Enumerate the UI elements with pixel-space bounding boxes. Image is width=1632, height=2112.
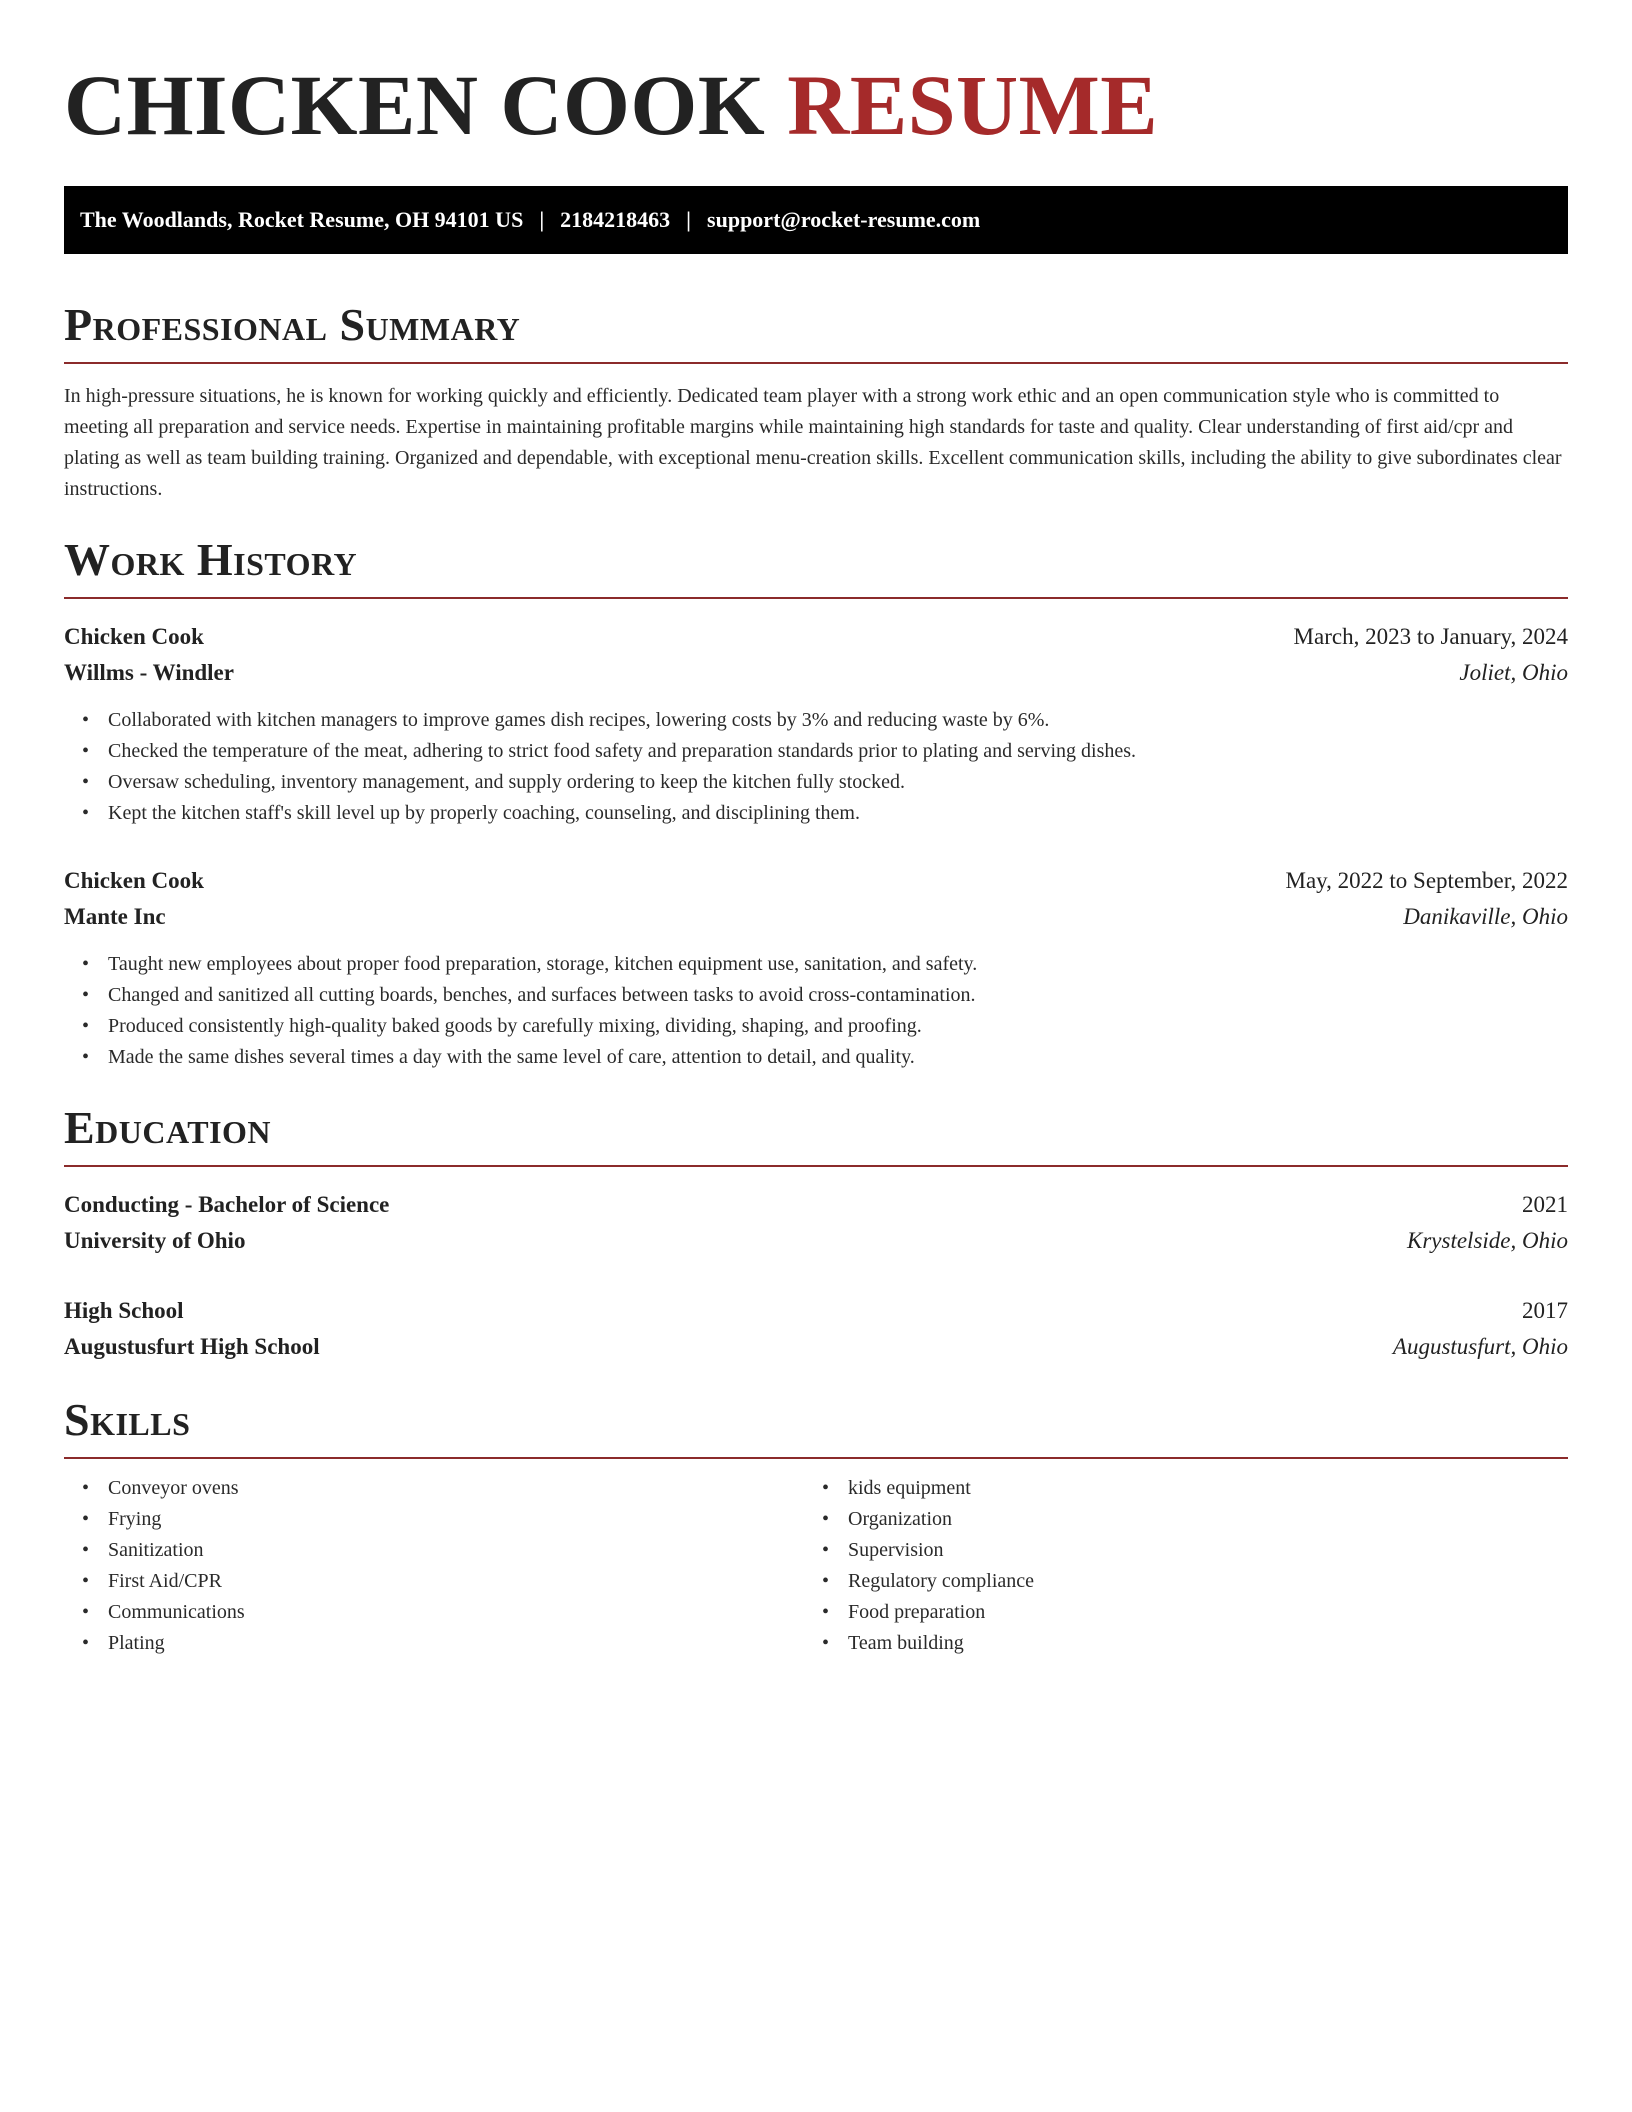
- job-location: Danikaville, Ohio: [1403, 904, 1568, 929]
- bullet-text: Checked the temperature of the meat, adhering to strict food safety and preparation standards prior to plating and serving dishes.: [108, 740, 1137, 762]
- skill-text: Supervision: [848, 1539, 944, 1561]
- bullet-dot: •: [82, 802, 90, 824]
- education-header-row: [64, 1187, 1568, 1223]
- education-year: 2021: [1522, 1192, 1568, 1217]
- list-item: [64, 1042, 1568, 1073]
- skill-text: Plating: [108, 1632, 165, 1654]
- skill-item: [64, 1504, 804, 1535]
- list-item: [64, 767, 1568, 798]
- skill-text: Conveyor ovens: [108, 1477, 239, 1499]
- education-entry: [64, 1293, 1568, 1365]
- education-school-row: [64, 1329, 1568, 1365]
- section-divider: [64, 1457, 1568, 1459]
- bullet-text: Produced consistently high-quality baked goods by carefully mixing, dividing, shaping, and proofing.: [108, 1015, 922, 1037]
- education-section: [64, 1102, 1568, 1365]
- skills-section: [64, 1394, 1568, 1659]
- skill-text: Regulatory compliance: [848, 1570, 1035, 1592]
- list-item: [64, 1011, 1568, 1042]
- skill-text: First Aid/CPR: [108, 1570, 222, 1592]
- job-entry: [64, 863, 1568, 1073]
- bullet-dot: •: [822, 1539, 830, 1561]
- contact-separator: |: [539, 207, 545, 232]
- list-item: [64, 980, 1568, 1011]
- skill-item: [804, 1597, 1544, 1628]
- job-bullets: [64, 705, 1568, 829]
- bullet-dot: •: [82, 1508, 90, 1530]
- skills-columns: [64, 1473, 1568, 1659]
- education-header-row: [64, 1293, 1568, 1329]
- skill-item: [804, 1473, 1544, 1504]
- job-header-row: [64, 863, 1568, 899]
- section-heading: Work History: [64, 534, 358, 585]
- bullet-dot: •: [822, 1632, 830, 1654]
- education-school: University of Ohio: [64, 1228, 246, 1253]
- section-divider: [64, 1165, 1568, 1167]
- bullet-text: Made the same dishes several times a day with the same level of care, attention to detail, and quality.: [108, 1046, 915, 1068]
- contact-address: The Woodlands, Rocket Resume, OH 94101 US: [80, 207, 524, 232]
- skills-list-right: [804, 1473, 1544, 1659]
- education-entry: [64, 1187, 1568, 1259]
- job-title: Chicken Cook: [64, 624, 204, 649]
- title-accent: RESUME: [787, 57, 1159, 153]
- bullet-dot: •: [82, 1632, 90, 1654]
- job-entry: [64, 619, 1568, 829]
- bullet-dot: •: [822, 1508, 830, 1530]
- bullet-dot: •: [82, 709, 90, 731]
- education-degree: High School: [64, 1298, 184, 1323]
- list-item: [64, 798, 1568, 829]
- bullet-dot: •: [82, 1601, 90, 1623]
- bullet-dot: •: [82, 740, 90, 762]
- section-heading: Skills: [64, 1394, 191, 1445]
- skill-item: [64, 1473, 804, 1504]
- skill-item: [64, 1535, 804, 1566]
- skill-text: Team building: [848, 1632, 964, 1654]
- title-main: CHICKEN COOK: [64, 57, 766, 153]
- skill-item: [804, 1566, 1544, 1597]
- education-location: Krystelside, Ohio: [1407, 1228, 1568, 1253]
- job-company: Mante Inc: [64, 904, 166, 929]
- skill-item: [64, 1566, 804, 1597]
- list-item: [64, 949, 1568, 980]
- skills-list-left: [64, 1473, 804, 1659]
- job-location: Joliet, Ohio: [1459, 660, 1568, 685]
- job-dates: May, 2022 to September, 2022: [1285, 868, 1568, 893]
- bullet-dot: •: [82, 984, 90, 1006]
- section-heading: Education: [64, 1102, 272, 1153]
- skill-text: Organization: [848, 1508, 953, 1530]
- education-degree: Conducting - Bachelor of Science: [64, 1192, 390, 1217]
- bullet-text: Oversaw scheduling, inventory management, and supply ordering to keep the kitchen fully stocked.: [108, 771, 906, 793]
- skill-text: Sanitization: [108, 1539, 204, 1561]
- skill-item: [64, 1597, 804, 1628]
- skill-item: [64, 1628, 804, 1659]
- bullet-text: Taught new employees about proper food preparation, storage, kitchen equipment use, sanitation, and safety.: [108, 953, 978, 975]
- skill-item: [804, 1535, 1544, 1566]
- list-item: [64, 736, 1568, 767]
- bullet-dot: •: [82, 1015, 90, 1037]
- education-school-row: [64, 1223, 1568, 1259]
- list-item: [64, 705, 1568, 736]
- resume-page: [64, 56, 1568, 1659]
- bullet-text: Changed and sanitized all cutting boards, benches, and surfaces between tasks to avoid cross-contamination.: [108, 984, 976, 1006]
- education-location: Augustusfurt, Ohio: [1392, 1334, 1568, 1359]
- education-year: 2017: [1522, 1298, 1568, 1323]
- job-title: Chicken Cook: [64, 868, 204, 893]
- bullet-dot: •: [82, 1539, 90, 1561]
- job-company-row: [64, 655, 1568, 691]
- skill-text: Communications: [108, 1601, 245, 1623]
- job-bullets: [64, 949, 1568, 1073]
- contact-email: support@rocket-resume.com: [707, 207, 981, 232]
- job-dates: March, 2023 to January, 2024: [1293, 624, 1568, 649]
- bullet-dot: •: [82, 1046, 90, 1068]
- contact-phone: 2184218463: [560, 207, 671, 232]
- work-history-section: [64, 534, 1568, 1073]
- bullet-dot: •: [822, 1601, 830, 1623]
- job-company-row: [64, 899, 1568, 935]
- resume-title: [64, 56, 1568, 153]
- contact-bar: [64, 186, 1568, 254]
- summary-text: In high-pressure situations, he is known for working quickly and efficiently. Dedicated team player with a strong work ethic and an open communication style who is committed to meeting all preparation and service needs. Expertise in maintaining profitable margins while maintaining high standards for taste and quality. Clear understanding of first aid/cpr and plating as well as team building training. Organized and dependable, with exceptional menu-creation skills. Excellent communication skills, including the ability to give subordinates clear instructions.: [64, 385, 1562, 500]
- bullet-dot: •: [82, 1477, 90, 1499]
- professional-summary-section: [64, 299, 1568, 505]
- contact-separator: |: [686, 207, 692, 232]
- job-company: Willms - Windler: [64, 660, 234, 685]
- bullet-text: Collaborated with kitchen managers to improve games dish recipes, lowering costs by 3% and reducing waste by 6%.: [108, 709, 1050, 731]
- bullet-dot: •: [822, 1477, 830, 1499]
- bullet-dot: •: [82, 953, 90, 975]
- education-school: Augustusfurt High School: [64, 1334, 320, 1359]
- skill-item: [804, 1504, 1544, 1535]
- section-heading: Professional Summary: [64, 299, 521, 350]
- skill-text: Frying: [108, 1508, 162, 1530]
- skill-text: kids equipment: [848, 1477, 971, 1499]
- skill-text: Food preparation: [848, 1601, 986, 1623]
- section-divider: [64, 362, 1568, 364]
- bullet-dot: •: [82, 1570, 90, 1592]
- section-divider: [64, 597, 1568, 599]
- bullet-dot: •: [82, 771, 90, 793]
- bullet-text: Kept the kitchen staff's skill level up by properly coaching, counseling, and disciplining them.: [108, 802, 860, 824]
- bullet-dot: •: [822, 1570, 830, 1592]
- job-header-row: [64, 619, 1568, 655]
- skill-item: [804, 1628, 1544, 1659]
